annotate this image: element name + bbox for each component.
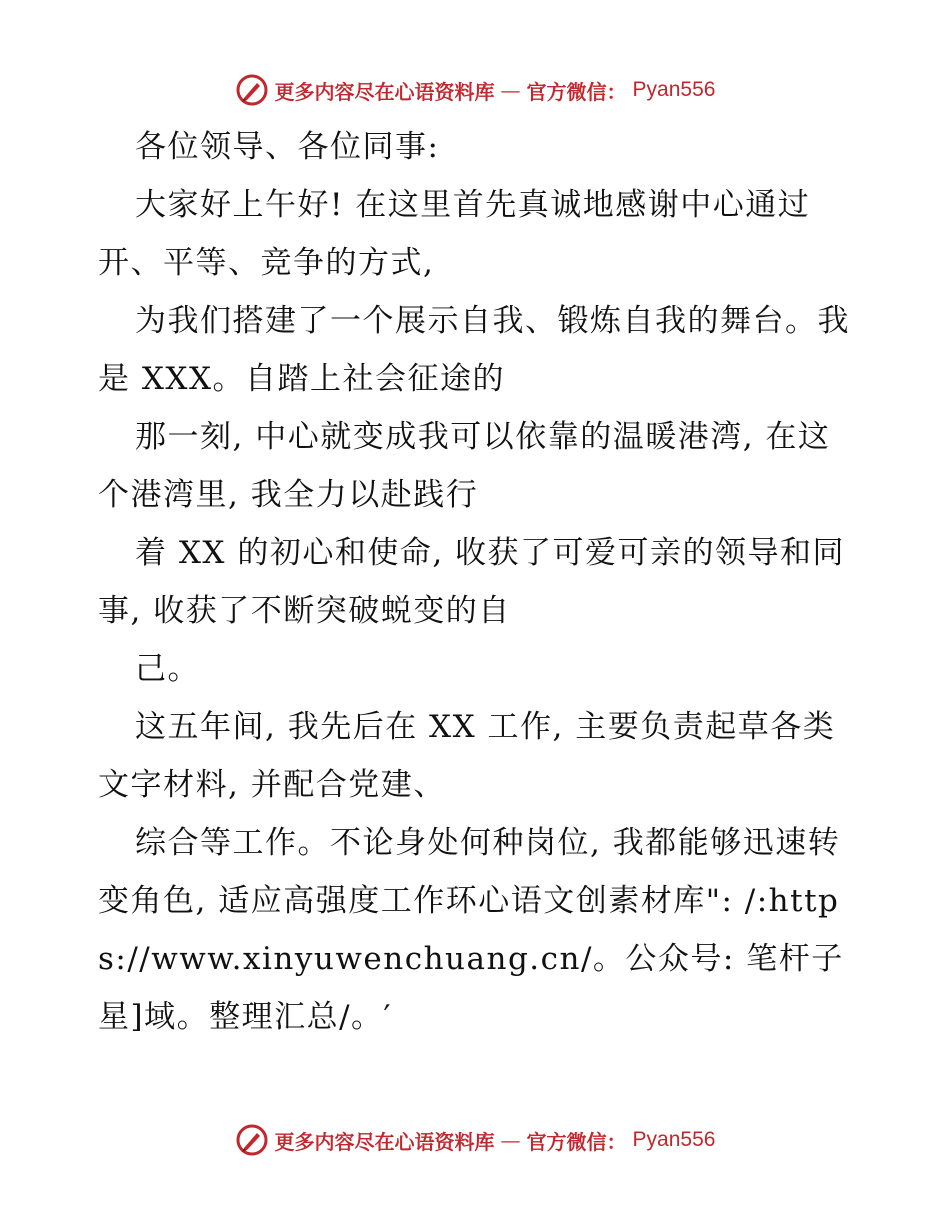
- banner: [235, 1123, 716, 1157]
- banner-wechat-label: 官方微信：: [526, 79, 627, 104]
- banner-title: 更多内容尽在心语资料库: [274, 1129, 495, 1154]
- paragraph: 综合等工作。不论身处何种岗位, 我都能够迅速转变角色, 适应高强度工作环心语文创素材库": /:https://www.xinyuwenchuang.cn/。公众号: 笔杆子星]域。整理汇总/。′: [98, 825, 844, 1035]
- banner: [235, 73, 716, 107]
- banner-separator: —: [500, 1128, 521, 1152]
- paragraph: 各位领导、各位同事:: [135, 129, 440, 165]
- banner-wechat-label: 官方微信：: [526, 1129, 627, 1154]
- banner-separator: —: [500, 78, 521, 102]
- banner-wechat-id: Pyan556: [632, 1128, 716, 1151]
- paragraph: 己。: [135, 651, 200, 687]
- header-banner: [0, 70, 950, 110]
- paragraph: 着 XX 的初心和使命, 收获了可爱可亲的领导和同事, 收获了不断突破蜕变的自: [98, 535, 846, 629]
- paragraph: 为我们搭建了一个展示自我、锻炼自我的舞台。我是 XXX。自踏上社会征途的: [98, 303, 850, 397]
- banner-title: 更多内容尽在心语资料库: [274, 79, 495, 104]
- pen-logo-icon: [235, 1123, 269, 1157]
- pen-logo-icon: [235, 73, 269, 107]
- banner-wechat-id: Pyan556: [632, 78, 716, 101]
- paragraph: 大家好上午好! 在这里首先真诚地感谢中心通过开、平等、竞争的方式,: [98, 187, 811, 281]
- footer-banner: [0, 1120, 950, 1160]
- document-body: [98, 118, 858, 1046]
- paragraph: 这五年间, 我先后在 XX 工作, 主要负责起草各类文字材料, 并配合党建、: [98, 709, 836, 803]
- paragraph: 那一刻, 中心就变成我可以依靠的温暖港湾, 在这个港湾里, 我全力以赴践行: [98, 419, 831, 513]
